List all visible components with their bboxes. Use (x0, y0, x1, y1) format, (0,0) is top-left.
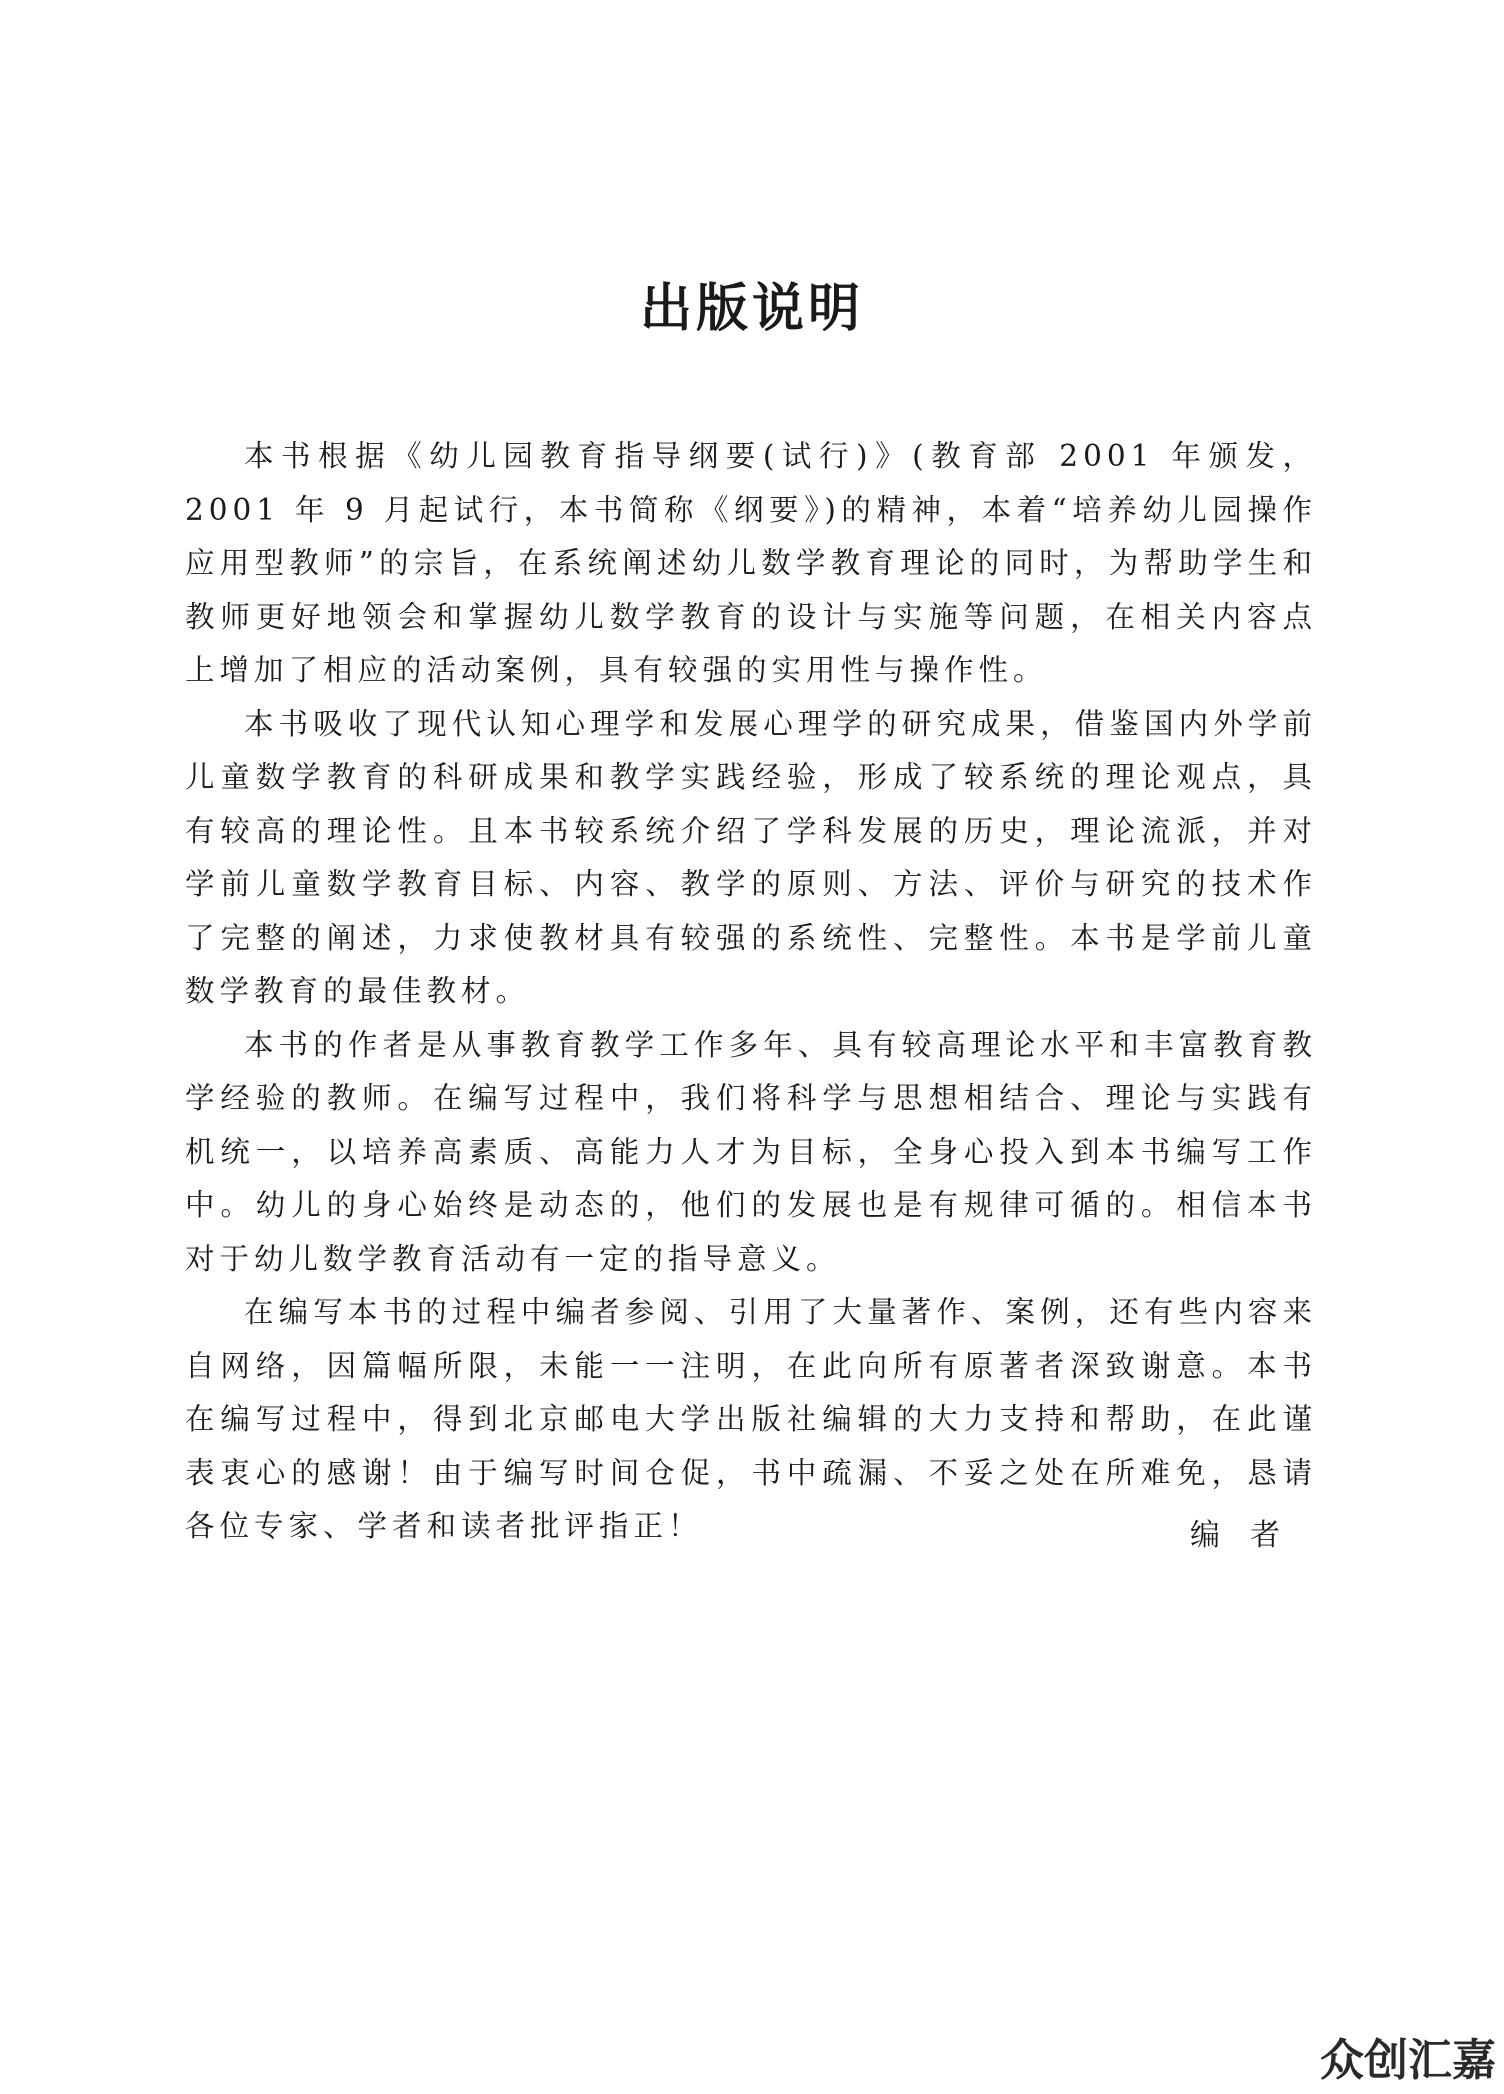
body-text (185, 430, 1317, 1554)
paragraph-1: 本书根据《幼儿园教育指导纲要(试行)》(教育部 2001 年颁发，2001 年 9 月起试行，本书简称《纲要》)的精神，本着“培养幼儿园操作应用型教师”的宗旨，在系统阐述幼儿数学教育理论的同时，为帮助学生和教师更好地领会和掌握幼儿数学教育的设计与实施等问题，在相关内容点上增加了相应的活动案例，具有较强的实用性与操作性。 (185, 439, 1317, 687)
page-title: 出版说明 (639, 278, 864, 339)
paragraph-2: 本书吸收了现代认知心理学和发展心理学的研究成果，借鉴国内外学前儿童数学教育的科研成果和教学实践经验，形成了较系统的理论观点，具有较高的理论性。且本书较系统介绍了学科发展的历史，理论流派，并对学前儿童数学教育目标、内容、教学的原则、方法、评价与研究的技术作了完整的阐述，力求使教材具有较强的系统性、完整性。本书是学前儿童数学教育的最佳教材。 (185, 706, 1317, 1008)
author-signature: 编者 (1190, 1518, 1310, 1553)
watermark-logo: 众创汇嘉 (1320, 2035, 1496, 2086)
paragraph-3: 本书的作者是从事教育教学工作多年、具有较高理论水平和丰富教育教学经验的教师。在编写过程中，我们将科学与思想相结合、理论与实践有机统一，以培养高素质、高能力人才为目标，全身心投入到本书编写工作中。幼儿的身心始终是动态的，他们的发展也是有规律可循的。相信本书对于幼儿数学教育活动有一定的指导意义。 (185, 1027, 1317, 1276)
paragraph-4: 在编写本书的过程中编者参阅、引用了大量著作、案例，还有些内容来自网络，因篇幅所限，未能一一注明，在此向所有原著者深致谢意。本书在编写过程中，得到北京邮电大学出版社编辑的大力支持和帮助，在此谨表衷心的感谢！由于编写时间仓促，书中疏漏、不妥之处在所难免，恳请各位专家、学者和读者批评指正！ (185, 1295, 1317, 1543)
